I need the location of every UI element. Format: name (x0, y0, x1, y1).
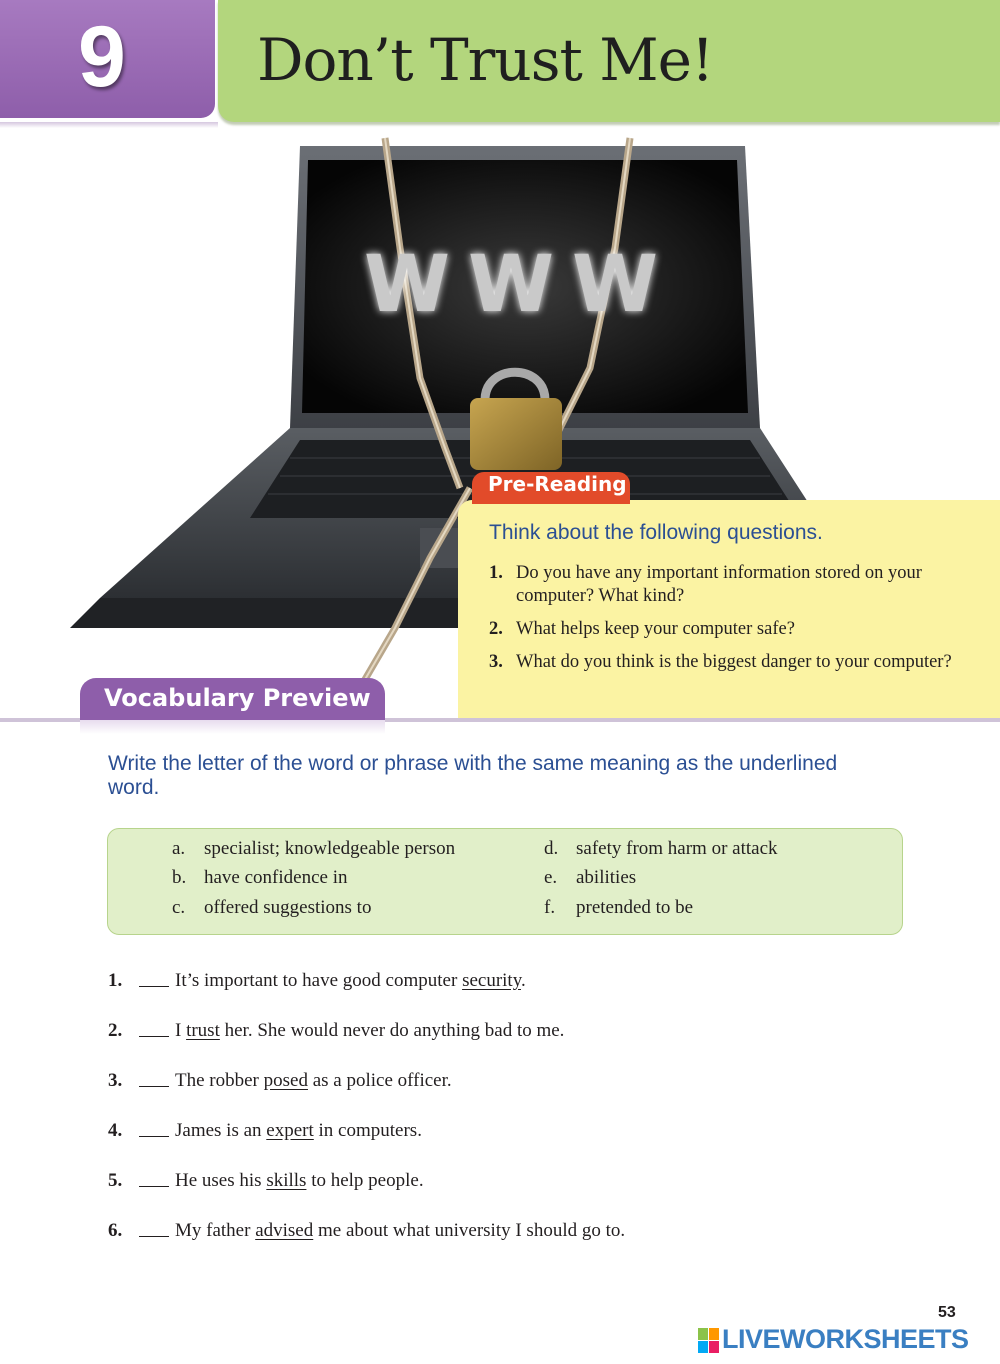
question-number: 1. (489, 563, 503, 583)
choice-text: abilities (576, 867, 637, 888)
answer-blank[interactable] (139, 1170, 169, 1187)
choice-letter: d. (544, 838, 559, 859)
question-item (489, 618, 979, 641)
choice-letter: f. (544, 897, 556, 918)
underlined-word: skills (266, 1170, 307, 1191)
item-sentence: My father advised me about what university I should go to. (175, 1220, 626, 1241)
vocabulary-label: Vocabulary Preview (104, 684, 371, 712)
question-number: 2. (489, 619, 503, 639)
choice-item (172, 838, 455, 860)
item-number: 1. (108, 970, 123, 991)
choice-letter: c. (172, 897, 186, 918)
screen-text: WWW (363, 240, 677, 330)
answer-blank[interactable] (139, 1220, 169, 1237)
underlined-word: trust (186, 1020, 220, 1041)
choice-item (172, 867, 347, 889)
exercise-item (108, 1070, 968, 1120)
item-sentence: It’s important to have good computer security. (175, 970, 526, 991)
question-text: What helps keep your computer safe? (516, 619, 795, 639)
underlined-word: security (462, 970, 521, 991)
choice-letter: a. (172, 838, 186, 859)
page-title: Don’t Trust Me! (257, 26, 714, 94)
item-sentence: James is an expert in computers. (175, 1120, 422, 1141)
choice-text: have confidence in (204, 867, 348, 888)
item-sentence: He uses his skills to help people. (175, 1170, 424, 1191)
underlined-word: posed (263, 1070, 308, 1091)
liveworksheets-brand[interactable]: LIVEWORKSHEETS (722, 1324, 969, 1354)
question-item (489, 651, 979, 674)
exercise-list (108, 970, 968, 1270)
choice-item (172, 897, 371, 919)
question-number: 3. (489, 652, 503, 672)
item-number: 4. (108, 1120, 123, 1141)
pre-reading-label: Pre-Reading (488, 472, 627, 496)
choice-text: pretended to be (576, 897, 694, 918)
item-number: 5. (108, 1170, 123, 1191)
item-sentence: I trust her. She would never do anything bad to me. (175, 1020, 565, 1041)
unit-number: 9 (78, 9, 126, 105)
exercise-item (108, 1120, 968, 1170)
answer-blank[interactable] (139, 1070, 169, 1087)
item-number: 6. (108, 1220, 123, 1241)
answer-blank[interactable] (139, 970, 169, 987)
item-sentence: The robber posed as a police officer. (175, 1070, 452, 1091)
choice-item (544, 867, 636, 889)
choice-letter: e. (544, 867, 558, 888)
answer-blank[interactable] (139, 1020, 169, 1037)
exercise-item (108, 1020, 968, 1070)
page-number: 53 (938, 1304, 956, 1321)
question-text: What do you think is the biggest danger to your computer? (516, 652, 952, 672)
vocabulary-instruction: Write the letter of the word or phrase with the same meaning as the underlined word. (108, 752, 838, 799)
underlined-word: advised (255, 1220, 314, 1241)
underlined-word: expert (266, 1120, 314, 1141)
choice-item (544, 838, 778, 860)
choice-text: safety from harm or attack (576, 838, 778, 859)
choice-text: offered suggestions to (204, 897, 372, 918)
exercise-item (108, 970, 968, 1020)
item-number: 3. (108, 1070, 123, 1091)
padlock-icon (470, 398, 562, 470)
question-text: Do you have any important information stored on your computer? What kind? (516, 563, 922, 606)
choice-text: specialist; knowledgeable person (204, 838, 456, 859)
vocabulary-tab-shadow (80, 720, 385, 734)
exercise-item (108, 1220, 968, 1270)
choice-letter: b. (172, 867, 187, 888)
answer-blank[interactable] (139, 1120, 169, 1137)
exercise-item (108, 1170, 968, 1220)
liveworksheets-logo-icon (698, 1328, 720, 1354)
question-item (489, 562, 979, 608)
item-number: 2. (108, 1020, 123, 1041)
pre-reading-questions (489, 562, 979, 684)
pre-reading-prompt: Think about the following questions. (489, 521, 823, 544)
choice-item (544, 897, 693, 919)
